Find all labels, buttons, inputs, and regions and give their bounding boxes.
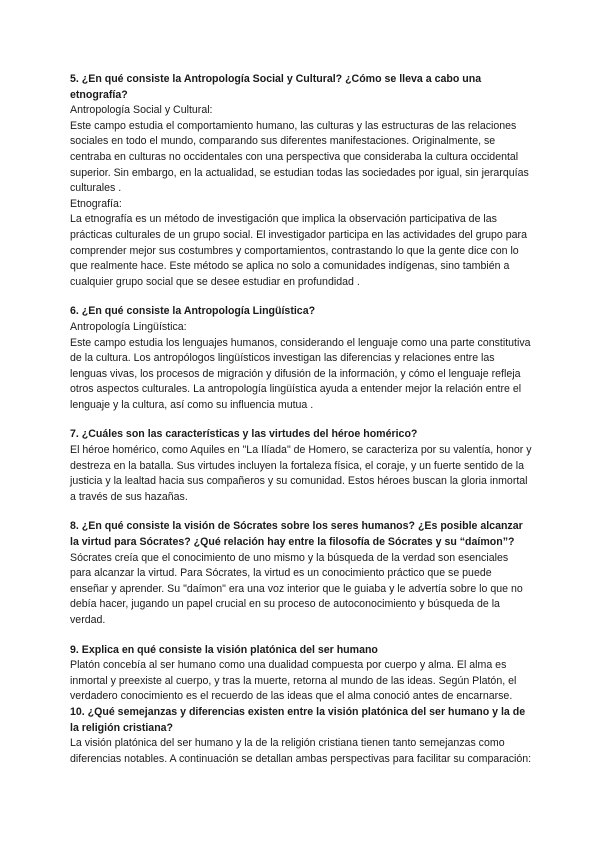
- section-q10: [70, 705, 532, 767]
- question-heading: 9. Explica en qué consiste la visión platónica del ser humano: [70, 643, 378, 656]
- paragraph: Este campo estudia el comportamiento humano, las culturas y las estructuras de las relaciones sociales en todo el mundo, comparando sus diferentes manifestaciones. Originalmente, se centraba en culturas no occidentales con una perspectiva que consideraba la cultura occidental superior. Sin embargo, en la actualidad, se estudian todas las sociedades por igual, sin jerarquías culturales .: [70, 119, 529, 195]
- paragraph: La visión platónica del ser humano y la de la religión cristiana tienen tanto semejanzas como diferencias notables. A continuación se detallan ambas perspectivas para facilitar su comparación:: [70, 737, 532, 765]
- paragraph: Sócrates creía que el conocimiento de uno mismo y la búsqueda de la verdad son esenciales para alcanzar la virtud. Para Sócrates, la virtud es un conocimiento práctico que se puede enseñar y aprender. Su "daímon" era una voz interior que le guiaba y le advertía sobre lo que no debía hacer, jugando un papel crucial en su proceso de autoconocimiento y búsqueda de la verdad.: [70, 551, 523, 626]
- subheading: Antropología Lingüística:: [70, 320, 187, 333]
- subheading: Etnografía:: [70, 197, 122, 210]
- question-heading: 5. ¿En qué consiste la Antropología Social y Cultural? ¿Cómo se lleva a cabo una etnografía?: [70, 73, 482, 101]
- paragraph: Este campo estudia los lenguajes humanos, considerando el lenguaje como una parte constitutiva de la cultura. Los antropólogos lingüísticos investigan las diferencias y relaciones entre las lenguas vivas, los procesos de migración y difusión de la información, y cómo el lenguaje refleja otros aspectos culturales. La antropología lingüística ayuda a entender mejor la relación entre el lenguaje y la cultura, así como su influencia mutua .: [70, 336, 531, 411]
- section-q8: [70, 519, 532, 628]
- paragraph: Platón concebía al ser humano como una dualidad compuesta por cuerpo y alma. El alma es inmortal y preexiste al cuerpo, y tras la muerte, retorna al mundo de las ideas. Según Platón, el verdadero conocimiento es el recuerdo de las ideas que el alma conoció antes de encarnarse.: [70, 659, 517, 703]
- question-heading: 10. ¿Qué semejanzas y diferencias existen entre la visión platónica del ser humano y la de la religión cristiana?: [70, 705, 526, 734]
- document-page: [70, 72, 532, 767]
- question-heading: 8. ¿En qué consiste la visión de Sócrates sobre los seres humanos? ¿Es posible alcanzar la virtud para Sócrates? ¿Qué relación hay entre la filosofía de Sócrates y su “daímon”?: [70, 520, 523, 549]
- section-q5: [70, 72, 532, 290]
- section-q9: [70, 643, 532, 705]
- paragraph: El héroe homérico, como Aquiles en "La Ilíada" de Homero, se caracteriza por su valentía, honor y destreza en la batalla. Sus virtudes incluyen la fortaleza física, el coraje, y un fuerte sentido de la justicia y la lealtad hacia sus compañeros y su comunidad. Estos héroes buscan la gloria inmortal a través de sus hazañas.: [70, 444, 532, 503]
- question-heading: 6. ¿En qué consiste la Antropología Lingüística?: [70, 305, 316, 318]
- section-q6: [70, 304, 532, 413]
- paragraph: La etnografía es un método de investigación que implica la observación participativa de las prácticas culturales de un grupo social. El investigador participa en las actividades del grupo para comprender mejor sus costumbres y comportamientos, contrastando lo que la gente dice con lo que realmente hace. Este método se aplica no solo a comunidades indígenas, sino también a cualquier grupo social que se desee estudiar en profundidad .: [70, 213, 527, 288]
- subheading: Antropología Social y Cultural:: [70, 104, 213, 117]
- section-q7: [70, 427, 532, 505]
- question-heading: 7. ¿Cuáles son las características y las virtudes del héroe homérico?: [70, 428, 418, 441]
